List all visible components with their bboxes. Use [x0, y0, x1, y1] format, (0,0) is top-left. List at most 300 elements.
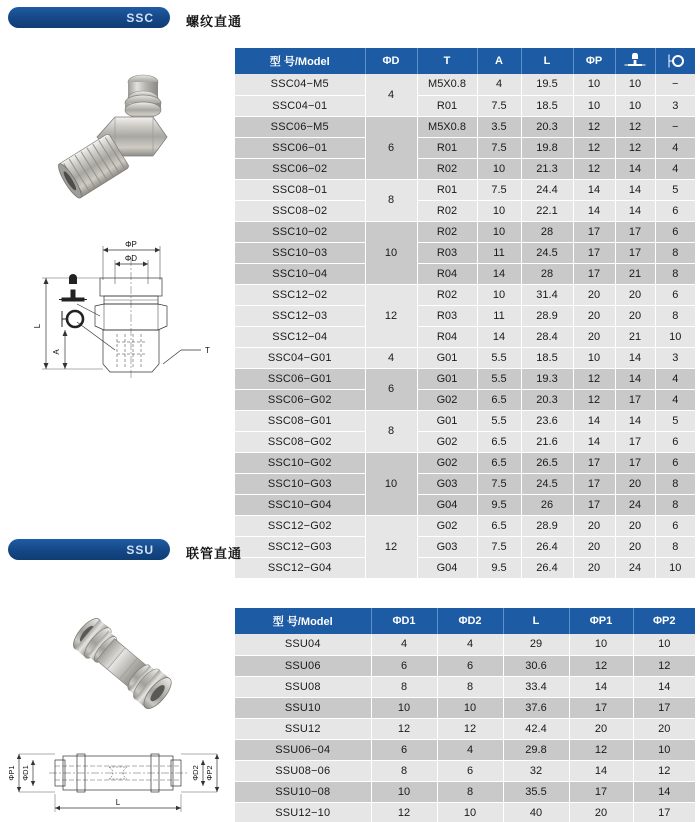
- cell-model: SSC10−G03: [235, 473, 365, 494]
- cell-phi-d2: 6: [437, 655, 503, 676]
- cell-a: 7.5: [477, 536, 521, 557]
- cell-phi-p2: 14: [633, 676, 695, 697]
- cell-phi-p2: 10: [633, 634, 695, 655]
- cell-l: 28: [521, 263, 573, 284]
- cell-phi-d2: 6: [437, 760, 503, 781]
- cell-hex: 6: [655, 515, 695, 536]
- cell-a: 10: [477, 221, 521, 242]
- cell-model: SSC12−02: [235, 284, 365, 305]
- cell-phi-p: 10: [573, 347, 615, 368]
- cell-hex: −: [655, 74, 695, 95]
- cell-spanner: 14: [615, 347, 655, 368]
- cell-model: SSC06−G02: [235, 389, 365, 410]
- table-row: [235, 802, 695, 822]
- col-header-spanner: [615, 48, 655, 74]
- cell-a: 6.5: [477, 452, 521, 473]
- col-header-t: T: [417, 48, 477, 74]
- cell-l: 42.4: [503, 718, 569, 739]
- spanner-icon: [622, 53, 648, 69]
- cell-phi-p: 20: [573, 515, 615, 536]
- table-row: [235, 676, 695, 697]
- cell-hex: 8: [655, 536, 695, 557]
- col-header-phi-d: ΦD: [365, 48, 417, 74]
- cell-hex: 6: [655, 200, 695, 221]
- cell-phi-d: 8: [365, 410, 417, 452]
- cell-model: SSC12−04: [235, 326, 365, 347]
- cell-phi-p: 12: [573, 158, 615, 179]
- table-row: [235, 473, 695, 494]
- cell-l: 28: [521, 221, 573, 242]
- cell-model: SSC08−G02: [235, 431, 365, 452]
- cell-l: 19.3: [521, 368, 573, 389]
- cell-spanner: 17: [615, 431, 655, 452]
- cell-model: SSC12−G02: [235, 515, 365, 536]
- cell-a: 7.5: [477, 137, 521, 158]
- cell-phi-p1: 14: [569, 676, 633, 697]
- cell-a: 5.5: [477, 410, 521, 431]
- cell-phi-p2: 17: [633, 697, 695, 718]
- cell-model: SSC12−03: [235, 305, 365, 326]
- cell-model: SSC10−04: [235, 263, 365, 284]
- cell-phi-p: 10: [573, 74, 615, 95]
- cell-a: 11: [477, 305, 521, 326]
- cell-phi-p1: 20: [569, 802, 633, 822]
- cell-l: 18.5: [521, 347, 573, 368]
- hex-socket-inset-icon: [62, 311, 83, 327]
- cell-t: G01: [417, 368, 477, 389]
- cell-l: 31.4: [521, 284, 573, 305]
- cell-phi-p: 14: [573, 179, 615, 200]
- cell-hex: 10: [655, 557, 695, 578]
- cell-t: R02: [417, 158, 477, 179]
- cell-a: 4: [477, 74, 521, 95]
- cell-phi-d2: 12: [437, 718, 503, 739]
- cell-a: 10: [477, 200, 521, 221]
- cell-phi-d: 10: [365, 452, 417, 515]
- cell-l: 18.5: [521, 95, 573, 116]
- cell-phi-p: 17: [573, 221, 615, 242]
- svg-text:ΦP: ΦP: [125, 240, 137, 249]
- cell-spanner: 21: [615, 326, 655, 347]
- table-row: [235, 74, 695, 95]
- cell-a: 6.5: [477, 515, 521, 536]
- cell-l: 20.3: [521, 389, 573, 410]
- svg-text:ΦD1: ΦD1: [21, 765, 30, 781]
- table-row: [235, 634, 695, 655]
- table-row: [235, 389, 695, 410]
- cell-l: 28.4: [521, 326, 573, 347]
- cell-model: SSU10: [235, 697, 371, 718]
- cell-hex: 8: [655, 242, 695, 263]
- cell-l: 21.3: [521, 158, 573, 179]
- cell-t: G02: [417, 515, 477, 536]
- cell-l: 23.6: [521, 410, 573, 431]
- cell-spanner: 12: [615, 116, 655, 137]
- svg-text:ΦP1: ΦP1: [7, 765, 16, 781]
- cell-phi-d2: 10: [437, 802, 503, 822]
- cell-phi-p: 10: [573, 95, 615, 116]
- cell-model: SSC08−01: [235, 179, 365, 200]
- ssc-dimension-drawing: [5, 238, 230, 423]
- cell-spanner: 20: [615, 305, 655, 326]
- table-row: [235, 718, 695, 739]
- cell-phi-p: 20: [573, 536, 615, 557]
- cell-t: M5X0.8: [417, 74, 477, 95]
- cell-l: 22.1: [521, 200, 573, 221]
- cell-model: SSC10−03: [235, 242, 365, 263]
- cell-model: SSC10−G02: [235, 452, 365, 473]
- cell-phi-p1: 17: [569, 781, 633, 802]
- col-header-phi-d1: ΦD1: [371, 608, 437, 634]
- cell-l: 33.4: [503, 676, 569, 697]
- cell-phi-p2: 12: [633, 760, 695, 781]
- cell-model: SSU08: [235, 676, 371, 697]
- cell-phi-d: 4: [365, 347, 417, 368]
- table-row: [235, 326, 695, 347]
- cell-phi-d1: 8: [371, 760, 437, 781]
- cell-phi-p: 12: [573, 137, 615, 158]
- cell-hex: 3: [655, 95, 695, 116]
- col-header-l: L: [521, 48, 573, 74]
- table-row: [235, 158, 695, 179]
- cell-phi-d: 8: [365, 179, 417, 221]
- cell-model: SSU12: [235, 718, 371, 739]
- cell-a: 6.5: [477, 389, 521, 410]
- cell-phi-p1: 10: [569, 634, 633, 655]
- table-row: [235, 781, 695, 802]
- cell-a: 9.5: [477, 557, 521, 578]
- cell-phi-p: 17: [573, 452, 615, 473]
- cell-hex: 8: [655, 494, 695, 515]
- cell-t: R04: [417, 263, 477, 284]
- col-header-phi-p1: ΦP1: [569, 608, 633, 634]
- cell-t: R02: [417, 221, 477, 242]
- cell-a: 11: [477, 242, 521, 263]
- cell-a: 6.5: [477, 431, 521, 452]
- cell-spanner: 17: [615, 242, 655, 263]
- table-row: [235, 137, 695, 158]
- cell-model: SSU08−06: [235, 760, 371, 781]
- ssu-table-header-row: [235, 608, 695, 634]
- ssu-spec-table: [235, 608, 695, 822]
- cell-phi-p2: 20: [633, 718, 695, 739]
- cell-spanner: 14: [615, 158, 655, 179]
- cell-phi-p: 12: [573, 116, 615, 137]
- ssc-table-body: [235, 74, 695, 578]
- cell-l: 30.6: [503, 655, 569, 676]
- table-row: [235, 557, 695, 578]
- cell-phi-p2: 17: [633, 802, 695, 822]
- cell-a: 5.5: [477, 347, 521, 368]
- cell-l: 32: [503, 760, 569, 781]
- cell-spanner: 14: [615, 410, 655, 431]
- cell-phi-p: 20: [573, 326, 615, 347]
- table-row: [235, 263, 695, 284]
- cell-t: G02: [417, 389, 477, 410]
- cell-spanner: 24: [615, 557, 655, 578]
- col-header-phi-p2: ΦP2: [633, 608, 695, 634]
- table-row: [235, 739, 695, 760]
- cell-model: SSU04: [235, 634, 371, 655]
- cell-spanner: 17: [615, 452, 655, 473]
- table-row: [235, 655, 695, 676]
- table-row: [235, 347, 695, 368]
- cell-t: R02: [417, 284, 477, 305]
- cell-hex: 8: [655, 263, 695, 284]
- cell-a: 14: [477, 326, 521, 347]
- cell-l: 26.4: [521, 536, 573, 557]
- cell-l: 21.6: [521, 431, 573, 452]
- ssc-spec-table: [235, 48, 695, 579]
- table-row: [235, 431, 695, 452]
- cell-t: G02: [417, 452, 477, 473]
- cell-t: R02: [417, 200, 477, 221]
- cell-hex: 6: [655, 221, 695, 242]
- cell-model: SSU12−10: [235, 802, 371, 822]
- table-row: [235, 284, 695, 305]
- cell-hex: 10: [655, 326, 695, 347]
- cell-phi-d2: 8: [437, 676, 503, 697]
- cell-phi-d1: 12: [371, 718, 437, 739]
- cell-l: 37.6: [503, 697, 569, 718]
- cell-spanner: 17: [615, 389, 655, 410]
- ssu-table-body: [235, 634, 695, 822]
- table-row: [235, 515, 695, 536]
- cell-phi-p1: 12: [569, 739, 633, 760]
- cell-l: 24.5: [521, 473, 573, 494]
- cell-hex: 8: [655, 473, 695, 494]
- table-row: [235, 760, 695, 781]
- cell-phi-p: 20: [573, 305, 615, 326]
- cell-hex: 6: [655, 431, 695, 452]
- cell-phi-d1: 8: [371, 676, 437, 697]
- col-header-hex-socket: [655, 48, 695, 74]
- cell-l: 26.5: [521, 452, 573, 473]
- table-row: [235, 116, 695, 137]
- cell-phi-d1: 12: [371, 802, 437, 822]
- col-header-phi-d2: ΦD2: [437, 608, 503, 634]
- cell-l: 29: [503, 634, 569, 655]
- ssu-union-straight-fitting-photo: [58, 598, 203, 743]
- svg-text:L: L: [115, 798, 121, 807]
- cell-hex: 3: [655, 347, 695, 368]
- cell-model: SSC10−G04: [235, 494, 365, 515]
- cell-l: 24.5: [521, 242, 573, 263]
- col-header-l: L: [503, 608, 569, 634]
- cell-phi-p2: 10: [633, 739, 695, 760]
- cell-a: 5.5: [477, 368, 521, 389]
- col-header-model: 型 号/Model: [235, 608, 371, 634]
- cell-model: SSU06−04: [235, 739, 371, 760]
- table-row: [235, 494, 695, 515]
- cell-t: G04: [417, 494, 477, 515]
- cell-hex: 4: [655, 158, 695, 179]
- cell-a: 7.5: [477, 95, 521, 116]
- cell-t: R01: [417, 137, 477, 158]
- cell-model: SSC12−G03: [235, 536, 365, 557]
- cell-a: 10: [477, 158, 521, 179]
- cell-t: G02: [417, 431, 477, 452]
- ssu-dimension-drawing: [5, 748, 230, 820]
- col-header-a: A: [477, 48, 521, 74]
- cell-phi-p: 14: [573, 431, 615, 452]
- cell-l: 20.3: [521, 116, 573, 137]
- cell-l: 19.8: [521, 137, 573, 158]
- cell-spanner: 10: [615, 95, 655, 116]
- cell-spanner: 14: [615, 200, 655, 221]
- cell-spanner: 14: [615, 368, 655, 389]
- cell-hex: 5: [655, 179, 695, 200]
- cell-phi-p: 14: [573, 200, 615, 221]
- cell-l: 24.4: [521, 179, 573, 200]
- cell-spanner: 20: [615, 284, 655, 305]
- cell-phi-p1: 17: [569, 697, 633, 718]
- cell-a: 9.5: [477, 494, 521, 515]
- cell-model: SSC04−01: [235, 95, 365, 116]
- cell-phi-d: 12: [365, 284, 417, 347]
- table-row: [235, 95, 695, 116]
- cell-model: SSU06: [235, 655, 371, 676]
- table-row: [235, 242, 695, 263]
- cell-phi-d1: 10: [371, 697, 437, 718]
- cell-phi-p: 14: [573, 410, 615, 431]
- cell-phi-d: 10: [365, 221, 417, 284]
- cell-phi-d: 4: [365, 74, 417, 116]
- cell-l: 26: [521, 494, 573, 515]
- cell-l: 28.9: [521, 305, 573, 326]
- svg-text:L: L: [33, 323, 42, 329]
- svg-text:A: A: [52, 349, 61, 355]
- section-title-ssc: 螺纹直通: [186, 14, 243, 29]
- section-code-ssu: SSU: [126, 542, 154, 557]
- cell-l: 29.8: [503, 739, 569, 760]
- table-row: [235, 368, 695, 389]
- col-header-model: 型 号/Model: [235, 48, 365, 74]
- cell-phi-p: 12: [573, 389, 615, 410]
- cell-spanner: 10: [615, 74, 655, 95]
- cell-t: R01: [417, 179, 477, 200]
- cell-phi-p: 12: [573, 368, 615, 389]
- table-row: [235, 221, 695, 242]
- table-row: [235, 200, 695, 221]
- cell-l: 19.5: [521, 74, 573, 95]
- cell-phi-p: 17: [573, 494, 615, 515]
- cell-phi-p: 17: [573, 263, 615, 284]
- cell-model: SSC08−02: [235, 200, 365, 221]
- cell-spanner: 24: [615, 494, 655, 515]
- cell-phi-p: 17: [573, 473, 615, 494]
- cell-a: 7.5: [477, 179, 521, 200]
- cell-phi-d: 12: [365, 515, 417, 578]
- cell-model: SSC04−M5: [235, 74, 365, 95]
- table-row: [235, 410, 695, 431]
- cell-phi-p1: 14: [569, 760, 633, 781]
- cell-spanner: 14: [615, 179, 655, 200]
- cell-spanner: 12: [615, 137, 655, 158]
- cell-phi-d2: 8: [437, 781, 503, 802]
- cell-l: 35.5: [503, 781, 569, 802]
- cell-spanner: 20: [615, 515, 655, 536]
- cell-a: 3.5: [477, 116, 521, 137]
- cell-phi-d2: 4: [437, 739, 503, 760]
- cell-a: 14: [477, 263, 521, 284]
- table-row: [235, 452, 695, 473]
- cell-phi-d1: 4: [371, 634, 437, 655]
- cell-model: SSU10−08: [235, 781, 371, 802]
- cell-model: SSC10−02: [235, 221, 365, 242]
- cell-spanner: 20: [615, 473, 655, 494]
- cell-a: 7.5: [477, 473, 521, 494]
- cell-phi-p2: 14: [633, 781, 695, 802]
- cell-phi-d1: 6: [371, 655, 437, 676]
- section-banner-ssu: [8, 539, 170, 560]
- cell-t: M5X0.8: [417, 116, 477, 137]
- svg-text:ΦP2: ΦP2: [205, 765, 214, 781]
- svg-text:T: T: [205, 346, 210, 355]
- table-row: [235, 305, 695, 326]
- table-row: [235, 536, 695, 557]
- cell-l: 26.4: [521, 557, 573, 578]
- cell-phi-d2: 4: [437, 634, 503, 655]
- table-row: [235, 697, 695, 718]
- cell-t: R03: [417, 242, 477, 263]
- section-code-ssc: SSC: [126, 10, 154, 25]
- cell-phi-d: 6: [365, 368, 417, 410]
- cell-model: SSC06−M5: [235, 116, 365, 137]
- cell-t: G04: [417, 557, 477, 578]
- cell-l: 28.9: [521, 515, 573, 536]
- cell-model: SSC08−G01: [235, 410, 365, 431]
- cell-t: G01: [417, 410, 477, 431]
- cell-l: 40: [503, 802, 569, 822]
- cell-t: G01: [417, 347, 477, 368]
- cell-spanner: 21: [615, 263, 655, 284]
- cell-phi-p: 20: [573, 284, 615, 305]
- cell-hex: 6: [655, 284, 695, 305]
- svg-text:ΦD2: ΦD2: [191, 765, 200, 781]
- cell-phi-d1: 10: [371, 781, 437, 802]
- section-banner-ssc: [8, 7, 170, 28]
- cell-model: SSC06−01: [235, 137, 365, 158]
- cell-model: SSC12−G04: [235, 557, 365, 578]
- cell-hex: 6: [655, 452, 695, 473]
- cell-model: SSC06−02: [235, 158, 365, 179]
- hex-socket-icon: [662, 53, 688, 69]
- cell-phi-p2: 12: [633, 655, 695, 676]
- cell-hex: 5: [655, 410, 695, 431]
- cell-t: R04: [417, 326, 477, 347]
- cell-t: R03: [417, 305, 477, 326]
- ssc-table-header-row: [235, 48, 695, 74]
- cell-phi-d: 6: [365, 116, 417, 179]
- cell-t: G03: [417, 536, 477, 557]
- cell-hex: 4: [655, 137, 695, 158]
- cell-phi-d2: 10: [437, 697, 503, 718]
- cell-t: R01: [417, 95, 477, 116]
- cell-phi-p: 17: [573, 242, 615, 263]
- cell-phi-d1: 6: [371, 739, 437, 760]
- cell-hex: 4: [655, 389, 695, 410]
- cell-model: SSC04−G01: [235, 347, 365, 368]
- col-header-phi-p: ΦP: [573, 48, 615, 74]
- svg-text:ΦD: ΦD: [124, 254, 138, 263]
- cell-hex: 4: [655, 368, 695, 389]
- cell-hex: 8: [655, 305, 695, 326]
- cell-spanner: 17: [615, 221, 655, 242]
- cell-phi-p1: 12: [569, 655, 633, 676]
- cell-a: 10: [477, 284, 521, 305]
- cell-t: G03: [417, 473, 477, 494]
